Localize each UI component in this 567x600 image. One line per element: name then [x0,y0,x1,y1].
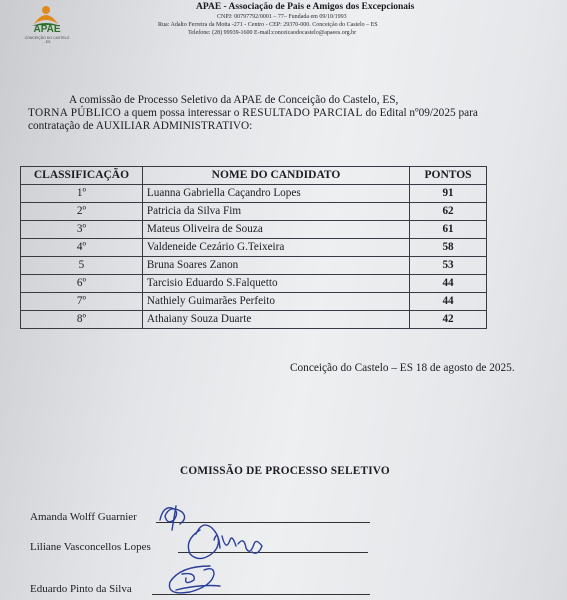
name-cell: Valdeneide Cezário G.Teixeira [142,239,409,257]
body-line-1: A comissão de Processo Seletivo da APAE de Conceição do Castelo, ES, [69,94,399,106]
logo-text: APAE [33,24,61,35]
name-cell: Tarcisio Eduardo S.Falquetto [142,275,409,293]
header-cnpj: CNPJ: 00797792/0001 – 77– Fundada em 09/10/1993 [217,14,347,20]
header-contact: Telefone: (28) 99939-1600 E-mail:conceicaodocastelo@apaees.org.br [188,30,357,36]
body-line-3: contratação de AUXILIAR ADMINISTRATIVO: [28,120,253,132]
rank-cell: 1º [21,185,143,203]
rank-cell: 7º [21,293,143,311]
name-cell: Patricia da Silva Fim [142,203,409,221]
rank-cell: 5 [21,257,143,275]
name-cell: Bruna Soares Zanon [142,257,409,275]
rank-cell: 4º [21,239,143,257]
logo-subtext: CONCEIÇÃO DO CASTELO - ES [24,36,70,44]
name-cell: Athaiany Souza Duarte [142,311,409,329]
points-cell: 53 [410,257,487,275]
points-cell: 61 [410,221,487,239]
resultado-parcial: RESULTADO PARCIAL [242,107,363,119]
signature-1 [160,506,185,530]
member-name-2: Liliane Vasconcellos Lopes [30,541,151,553]
rank-cell: 2º [21,203,143,221]
member-name-1: Amanda Wolff Guarnier [30,511,137,523]
points-cell: 44 [410,293,487,311]
signature-2 [188,525,262,558]
name-cell: Mateus Oliveira de Souza [142,221,409,239]
name-cell: Nathiely Guimarães Perfeito [142,293,409,311]
signature-3 [169,566,220,593]
header-pontos: PONTOS [410,167,487,185]
rank-cell: 3º [21,221,143,239]
points-cell: 44 [410,275,487,293]
rank-cell: 6º [21,275,143,293]
name-cell: Luanna Gabriella Caçandro Lopes [142,185,409,203]
rank-cell: 8º [21,311,143,329]
member-name-3: Eduardo Pinto da Silva [30,583,132,595]
header-classificacao: CLASSIFICAÇÃO [21,167,143,185]
committee-title: COMISSÃO DE PROCESSO SELETIVO [180,465,390,477]
organization-name: APAE - Associação de Pais e Amigos dos Excepcionais [196,2,415,12]
header-address: Rua: Adalto Ferreira da Motta -271 - Centro - CEP: 29370-000. Conceição do Castelo – ES [158,22,378,28]
torna-publico: TORNA PÚBLICO [28,107,122,119]
header-nome: NOME DO CANDIDATO [142,167,409,185]
body-line-2: TORNA PÚBLICO a quem possa interessar o RESULTADO PARCIAL do Edital nº09/2025 para [28,107,478,119]
document-date: Conceição do Castelo – ES 18 de agosto de 2025. [290,362,515,374]
points-cell: 91 [410,185,487,203]
points-cell: 62 [410,203,487,221]
points-cell: 58 [410,239,487,257]
points-cell: 42 [410,311,487,329]
